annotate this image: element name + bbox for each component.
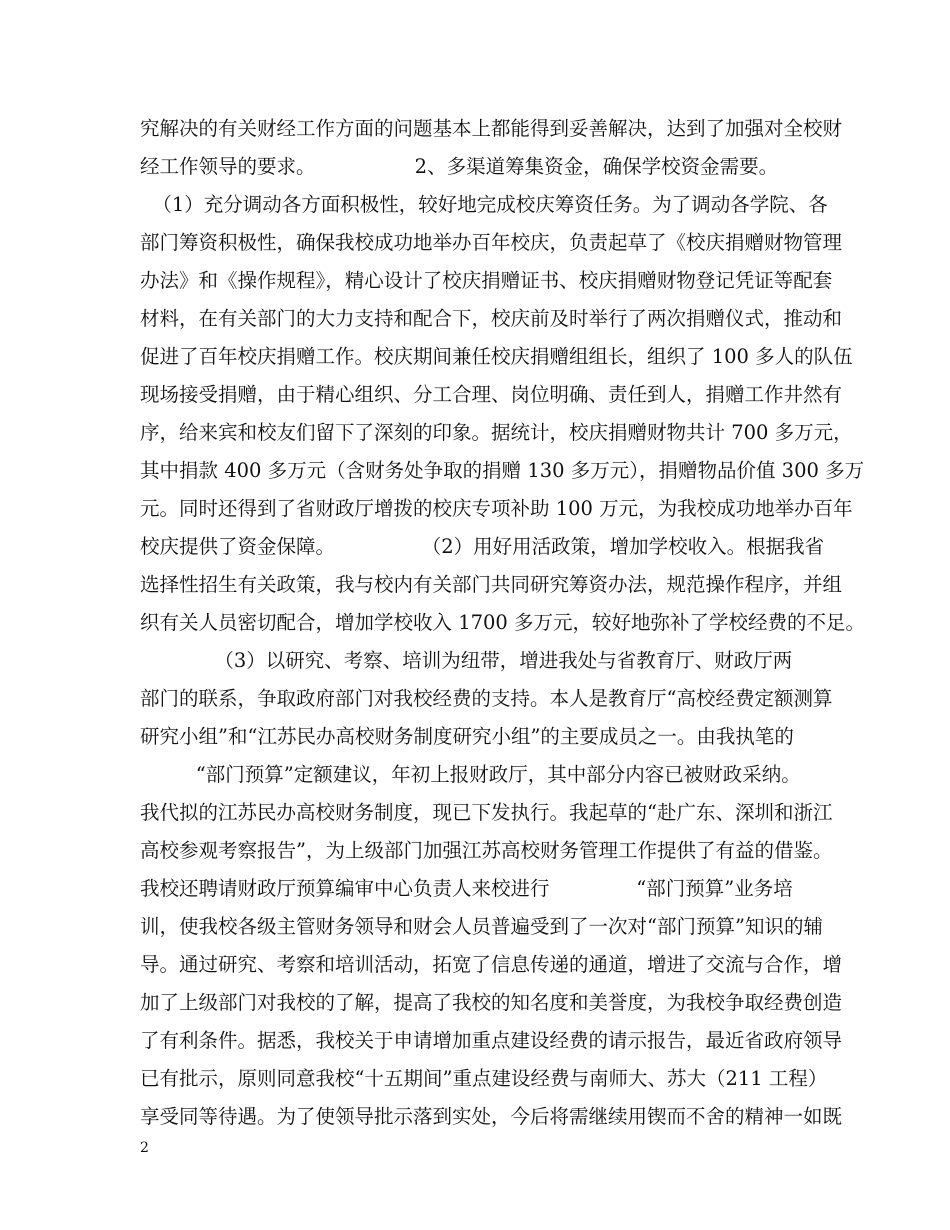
text-line: 部门的联系，争取政府部门对我校经费的支持。本人是教育厅“高校经费定额测算 [140, 687, 833, 710]
text-line: 选择性招生有关政策，我与校内有关部门共同研究筹资办法，规范操作程序，并组 [140, 573, 843, 596]
text-line: 办法》和《操作规程》，精心设计了校庆捐赠证书、校庆捐赠财物登记凭证等配套 [140, 269, 833, 292]
text-line: 元。同时还得到了省财政厅增拨的校庆专项补助 100 万元，为我校成功地举办百年 [140, 497, 853, 520]
text-line: （1）充分调动各方面积极性，较好地完成校庆筹资任务。为了调动各学院、各 [140, 193, 828, 216]
text-line: 其中捐款 400 多万元（含财务处争取的捐赠 130 多万元），捐赠物品价值 300 多万 [140, 459, 865, 482]
text-line: 经工作领导的要求。 2、多渠道筹集资金，确保学校资金需要。 [140, 155, 779, 178]
text-line: 织有关人员密切配合，增加学校收入 1700 多万元，较好地弥补了学校经费的不足。 [140, 611, 866, 634]
text-line: “部门预算”定额建议，年初上报财政厅，其中部分内容已被财政采纳。 [140, 763, 801, 786]
text-line: 我校还聘请财政厅预算编审中心负责人来校进行 “部门预算”业务培 [140, 877, 793, 900]
text-line: 导。通过研究、考察和培训活动，拓宽了信息传递的通道，增进了交流与合作，增 [140, 953, 843, 976]
text-line: （3）以研究、考察、培训为纽带，增进我处与省教育厅、财政厅两 [140, 649, 793, 672]
text-line: 训，使我校各级主管财务领导和财会人员普遍受到了一次对“部门预算”知识的辅 [140, 915, 823, 938]
text-line: 究解决的有关财经工作方面的问题基本上都能得到妥善解决，达到了加强对全校财 [140, 117, 843, 140]
text-line: 了有利条件。据悉，我校关于申请增加重点建设经费的请示报告，最近省政府领导 [140, 1029, 843, 1052]
text-line: 序，给来宾和校友们留下了深刻的印象。据统计，校庆捐赠财物共计 700 多万元， [140, 421, 853, 444]
text-line: 现场接受捐赠，由于精心组织、分工合理、岗位明确、责任到人，捐赠工作井然有 [140, 383, 843, 406]
text-line: 材料，在有关部门的大力支持和配合下，校庆前及时举行了两次捐赠仪式，推动和 [140, 307, 843, 330]
text-line: 我代拟的江苏民办高校财务制度，现已下发执行。我起草的“赴广东、深圳和浙江 [140, 801, 833, 824]
text-line: 已有批示，原则同意我校“十五期间”重点建设经费与南师大、苏大（211 工程） [140, 1067, 828, 1090]
text-line: 加了上级部门对我校的了解，提高了我校的知名度和美誉度，为我校争取经费创造 [140, 991, 843, 1014]
text-line: 促进了百年校庆捐赠工作。校庆期间兼任校庆捐赠组组长，组织了 100 多人的队伍 [140, 345, 853, 368]
text-line: 部门筹资积极性，确保我校成功地举办百年校庆，负责起草了《校庆捐赠财物管理 [140, 231, 843, 254]
page-number: 2 [140, 1140, 149, 1156]
text-line: 校庆提供了资金保障。 （2）用好用活政策，增加学校收入。根据我省 [140, 535, 825, 558]
text-line: 研究小组”和“江苏民办高校财务制度研究小组”的主要成员之一。由我执笔的 [140, 725, 794, 748]
text-line: 高校参观考察报告”，为上级部门加强江苏高校财务管理工作提供了有益的借鉴。 [140, 839, 833, 862]
text-line: 享受同等待遇。为了使领导批示落到实处，今后将需继续用锲而不舍的精神一如既 [140, 1105, 843, 1128]
